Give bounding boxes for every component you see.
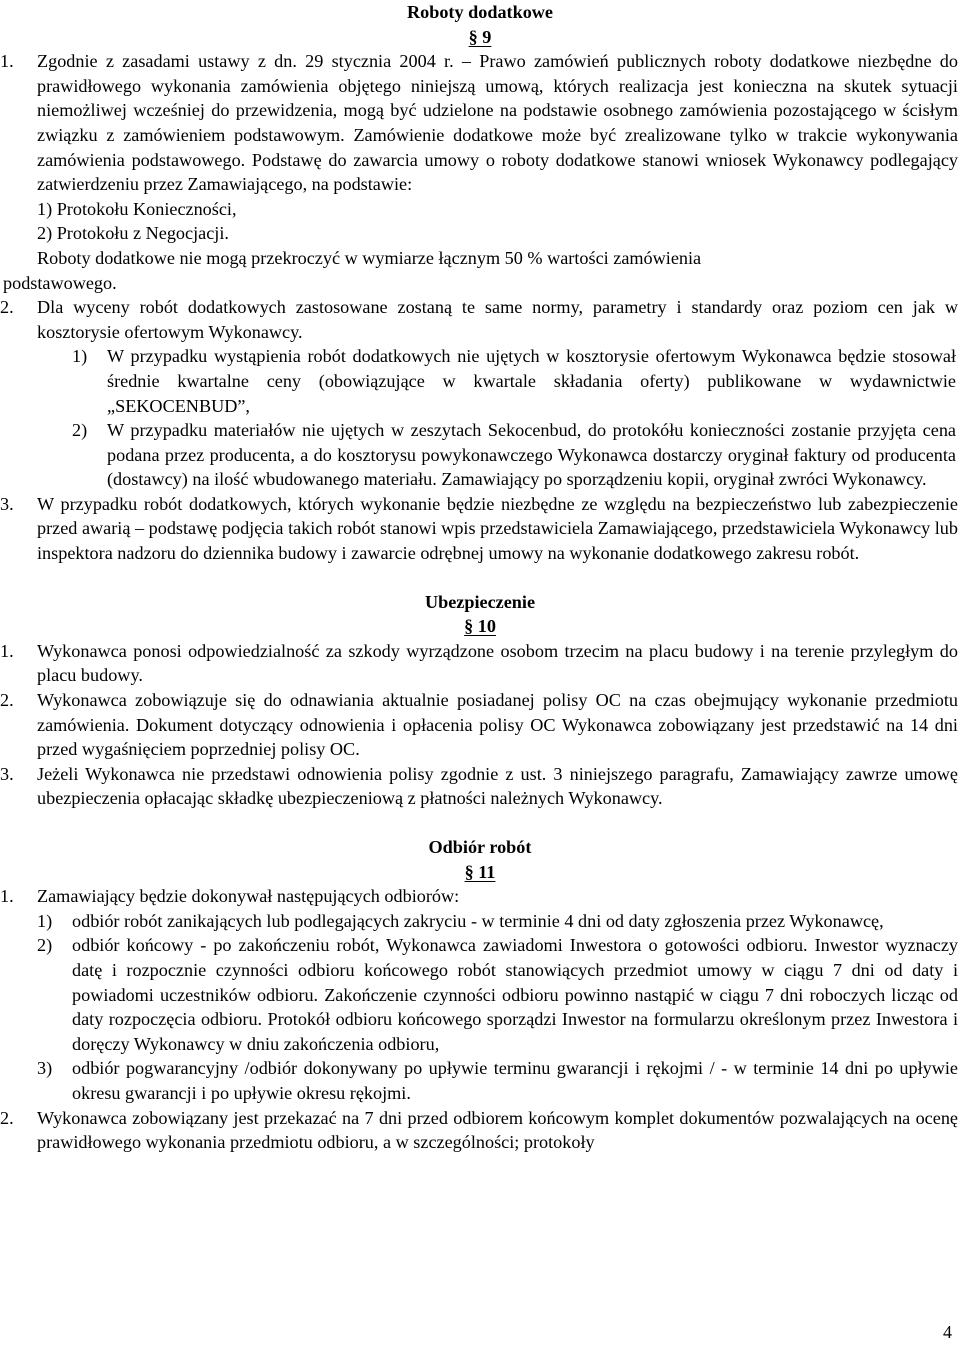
section-title-ubezpieczenie: Ubezpieczenie	[424, 591, 536, 612]
s11-point-1-item-3: 3) odbiór pogwarancyjny /odbiór dokonywany po upływie terminu gwarancji i rękojmi / - w terminie 14 dni po upływie okresu gwarancji i po upływie okresu rękojmi.	[37, 1058, 958, 1103]
s9-point-3: 3. W przypadku robót dodatkowych, których wykonanie będzie niezbędne ze względu na bezpieczeństwo lub zabezpieczenie przed awarią – podstawę podjęcia takich robót stanowi wpis przedstawiciela Zamawiającego, przedstawiciela Wykonawcy lub inspektora nadzoru do dziennika budowy i zawarcie odrębnej umowy na wykonanie dodatkowego zakresu robót.	[0, 493, 958, 564]
page-number: 4	[943, 1322, 952, 1342]
s9-point-1-list-item-2: 2) Protokołu z Negocjacji.	[37, 223, 229, 244]
s11-point-1: 1. Zamawiający będzie dokonywał następujących odbiorów:	[0, 886, 460, 907]
s11-point-1-item-1: 1) odbiór robót zanikających lub podlegających zakryciu - w terminie 4 dni od daty zgłoszenia przez Wykonawcę,	[37, 910, 884, 931]
s10-point-2: 2. Wykonawca zobowiązuje się do odnawiania aktualnie posiadanej polisy OC na czas obejmujący wykonanie przedmiotu zamówienia. Dokument dotyczący odnowienia i opłacenia polisy OC Wykonawca zobowiązany jest przedstawić na 14 dni przed wygaśnięciem poprzedniej polisy OC.	[0, 690, 958, 760]
s9-point-2: 2. Dla wyceny robót dodatkowych zastosowane zostaną te same normy, parametry i standardy oraz poziom cen jak w kosztorysie ofertowym Wykonawcy.	[0, 297, 958, 342]
section-title-roboty-dodatkowe: Roboty dodatkowe	[406, 2, 554, 22]
s9-point-1: 1. Zgodnie z zasadami ustawy z dn. 29 stycznia 2004 r. – Prawo zamówień publicznych roboty dodatkowe niezbędne do prawidłowego wykonania zamówienia objętego niniejszą umową, których realizacja jest konieczna na skutek sytuacji niemożliwej wcześniej do przewidzenia, mogą być udzielone na podstawie osobnego zamówienia pozostającego w ścisłym związku z zamówieniem podstawowym. Zamówienie dodatkowe może być zrealizowane tylko w trakcie wykonywania zamówienia podstawowego. Podstawę do zawarcia umowy o roboty dodatkowe stanowi wniosek Wykonawcy podlegający zatwierdzeniu przez Zamawiającego, na podstawie:	[0, 51, 958, 195]
paragraph-number-10: § 10	[464, 616, 496, 637]
s9-point-1-tail: Roboty dodatkowe nie mogą przekroczyć w wymiarze łącznym 50 % wartości zamówienia	[37, 247, 702, 268]
paragraph-number-11: § 11	[464, 861, 496, 882]
s10-point-1: 1. Wykonawca ponosi odpowiedzialność za szkody wyrządzone osobom trzecim na placu budowy i na terenie przyległym do placu budowy.	[0, 640, 958, 686]
s11-point-2: 2. Wykonawca zobowiązany jest przekazać na 7 dni przed odbiorem końcowym komplet dokumentów pozwalających na ocenę prawidłowego wykonania przedmiotu odbioru, a w szczególności; protokoły	[0, 1107, 958, 1153]
s9-point-2-item-1: 1) W przypadku wystąpienia robót dodatkowych nie ujętych w kosztorysie ofertowym Wykonawca będzie stosował średnie kwartalne ceny (obowiązujące w kwartale składania oferty) publikowane w wydawnictwie „SEKOCENBUD”,	[72, 346, 956, 416]
s9-point-1-tail-end: podstawowego.	[3, 272, 117, 293]
s9-point-1-list-item-1: 1) Protokołu Konieczności,	[37, 198, 237, 219]
s9-point-2-item-2: 2) W przypadku materiałów nie ujętych w zeszytach Sekocenbud, do protokółu konieczności zostanie przyjęta cena podana przez producenta, a do kosztorysu powykonawczego Wykonawca dostarczy oryginał faktury od producenta (dostawcy) na ilość wbudowanego materiału. Zamawiający po sporządzeniu kopii, oryginał zwróci Wykonawcy.	[72, 420, 956, 490]
paragraph-number-9: § 9	[468, 26, 492, 47]
s10-point-3: 3. Jeżeli Wykonawca nie przedstawi odnowienia polisy zgodnie z ust. 3 niniejszego paragrafu, Zamawiający zawrze umowę ubezpieczenia opłacając składkę ubezpieczeniową z płatności należnych Wykonawcy.	[0, 763, 958, 809]
s11-point-1-item-2: 2) odbiór końcowy - po zakończeniu robót, Wykonawca zawiadomi Inwestora o gotowości odbioru. Inwestor wyznaczy datę i rozpocznie czynności odbioru końcowego robót stanowiących przedmiot umowy w ciągu 7 dni od daty i powiadomi uczestników odbioru. Zakończenie czynności odbioru powinno nastąpić w ciągu 7 dni roboczych licząc od daty rozpoczęcia odbioru. Protokół odbioru końcowego sporządzi Inwestor na formularzu określonym przez Inwestora i doręczy Wykonawcy w dniu zakończenia odbioru,	[37, 935, 958, 1054]
section-title-odbior-robot: Odbiór robót	[428, 837, 532, 857]
